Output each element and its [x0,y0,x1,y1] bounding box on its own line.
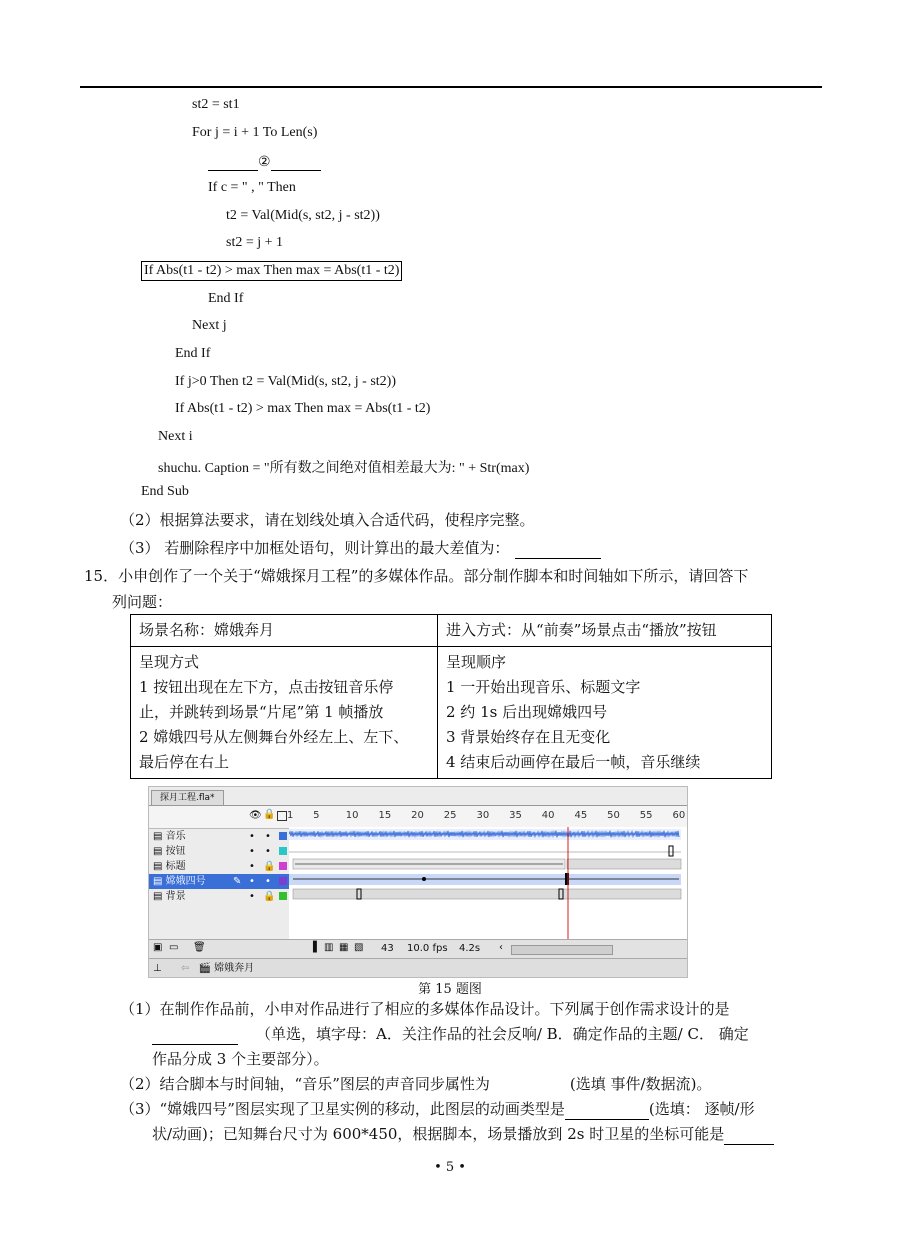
answer-blank[interactable] [152,1026,238,1045]
code-line: t2 = Val(Mid(s, st2, j - st2)) [226,208,380,223]
timeline-icon[interactable]: ⊥ [153,963,162,974]
ruler-number: 15 [378,810,392,821]
question-15-1: （1）在制作作品前，小申对作品进行了相应的多媒体作品设计。下列属于创作需求设计的是 [120,1000,730,1018]
ruler-number: 25 [443,810,457,821]
layer-satellite[interactable]: ▤ 嫦娥四号 ✎ • • [149,874,289,889]
code-line: If c = " , " Then [208,180,296,195]
question-15-3-cont: 状/动画)；已知舞台尺寸为 600*450，根据脚本，场景播放到 2s 时卫星的坐标可能是 [152,1123,774,1145]
lock-icon: 🔒 [263,861,276,872]
timeline-panel [148,786,688,978]
ruler-number: 45 [574,810,588,821]
question-14-2: （2）根据算法要求，请在划线处填入合适代码，使程序完整。 [120,511,535,529]
layer-color-icon [279,847,287,855]
new-layer-icon[interactable]: ▣ [153,942,163,953]
code-line: If j>0 Then t2 = Val(Mid(s, st2, j - st2)) [175,374,396,389]
code-line: End Sub [141,484,189,499]
layer-icon: ▤ [153,861,163,872]
current-frame: 43 [381,943,394,954]
layer-color-icon [279,877,287,885]
ruler-number: 1 [287,810,294,821]
dot-icon: • [265,831,271,842]
code-line: End If [175,346,211,361]
ruler-number: 30 [476,810,490,821]
scene-bar [149,958,687,978]
layer-color-icon [279,862,287,870]
layer-color-icon [279,892,287,900]
timeline-header [149,805,687,829]
layer-icon: ▤ [153,831,163,842]
ruler-number: 60 [672,810,686,821]
onion-skin-icon[interactable]: ▥ [324,942,334,953]
header-rule [80,86,822,88]
frame-ruler[interactable] [289,806,687,828]
scene-icon: 🎬 [198,963,211,974]
edit-frames-icon[interactable]: ▧ [354,942,364,953]
scene-name[interactable]: 嫦娥奔月 [214,963,255,974]
code-blank-2: ② [208,152,321,171]
code-line: Next i [158,429,193,444]
ruler-number: 50 [607,810,620,821]
trash-icon[interactable]: 🗑 [193,942,206,953]
code-line: st2 = j + 1 [226,235,284,250]
ruler-number: 5 [313,810,320,821]
elapsed-time: 4.2s [459,943,481,954]
code-line: End If [208,291,244,306]
code-line: Next j [192,318,227,333]
frame-rate: 10.0 fps [407,943,448,954]
layer-music[interactable]: ▤ 音乐 • • [149,829,289,844]
boxed-code-line: If Abs(t1 - t2) > max Then max = Abs(t1 - t2) [141,261,402,281]
question-14-3: （3） 若删除程序中加框处语句，则计算出的最大差值为： [120,537,601,559]
answer-blank[interactable] [515,540,601,559]
lock-icon: 🔒 [263,891,276,902]
answer-blank[interactable] [565,1101,649,1120]
dot-icon: • [265,846,271,857]
ruler-number: 35 [509,810,522,821]
onion-outline-icon[interactable]: ▦ [339,942,349,953]
question-15-1-end: 作品分成 3 个主要部分）。 [152,1050,329,1068]
folder-icon[interactable]: ▭ [169,942,179,953]
scene-name-cell: 场景名称：嫦娥奔月 [131,615,438,647]
dot-icon: • [249,846,255,857]
pencil-icon: ✎ [233,876,242,887]
answer-blank[interactable] [724,1126,774,1145]
layer-icon: ▤ [153,846,163,857]
question-15-intro-cont: 列问题： [112,593,173,611]
presentation-order-cell: 呈现顺序 1 一开始出现音乐、标题文字 2 约 1s 后出现嫦娥四号 3 背景始终存在且无变化 4 结束后动画停在最后一帧，音乐继续 [438,647,772,779]
dot-icon: • [249,861,255,872]
layer-background[interactable]: ▤ 背景 • 🔒 [149,889,289,904]
presentation-method-cell: 呈现方式 1 按钮出现在左下方，点击按钮音乐停 止，并跳转到场景“片尾”第 1 帧播放 2 嫦娥四号从左侧舞台外经左上、左下、 最后停在右上 [131,647,438,779]
code-line: shuchu. Caption = "所有数之间绝对值相差最大为: " + Str(max) [158,461,530,476]
entry-method-cell: 进入方式：从“前奏”场景点击“播放”按钮 [438,615,772,647]
timeline-status-bar [149,939,687,958]
dot-icon: • [249,876,255,887]
ruler-number: 40 [541,810,555,821]
code-line: For j = i + 1 To Len(s) [192,125,318,140]
timeline-frames[interactable] [289,827,687,939]
horizontal-scrollbar[interactable] [511,945,613,955]
question-15-intro: 15．小申创作了一个关于“嫦娥探月工程”的多媒体作品。部分制作脚本和时间轴如下所示，请回答下 [84,567,749,585]
dot-icon: • [249,831,255,842]
code-line: If Abs(t1 - t2) > max Then max = Abs(t1 - t2) [175,401,431,416]
back-arrow-icon[interactable]: ⇦ [180,963,190,974]
center-frame-icon[interactable]: ▐ [309,942,317,953]
code-line: st2 = st1 [192,97,240,112]
layer-button[interactable]: ▤ 按钮 • • [149,844,289,859]
eye-icon[interactable]: 👁 [249,810,262,821]
script-table [130,614,772,779]
dot-icon: • [249,891,255,902]
layer-icon: ▤ [153,876,163,887]
layer-title[interactable]: ▤ 标题 • 🔒 [149,859,289,874]
lock-icon[interactable]: 🔒 [263,809,276,820]
figure-caption: 第 15 题图 [418,982,482,997]
layer-icon: ▤ [153,891,163,902]
ruler-number: 10 [345,810,359,821]
scroll-left-icon[interactable]: ‹ [499,942,503,953]
page-number: • 5 • [434,1160,466,1175]
ruler-number: 20 [411,810,424,821]
question-15-1-cont: （单选，填字母：A．关注作品的社会反响/ B．确定作品的主题/ C． 确定 [152,1023,749,1045]
dot-icon: • [265,876,271,887]
layer-color-icon [279,832,287,840]
outline-icon[interactable] [277,811,287,821]
ruler-number: 55 [639,810,653,821]
timeline-tab[interactable]: 探月工程.fla* [151,790,224,805]
question-15-2: （2）结合脚本与时间轴，“音乐”图层的声音同步属性为 (选填 事件/数据流)。 [120,1075,712,1093]
question-15-3: （3）“嫦娥四号”图层实现了卫星实例的移动，此图层的动画类型是 (选填： 逐帧/形 [120,1100,755,1118]
